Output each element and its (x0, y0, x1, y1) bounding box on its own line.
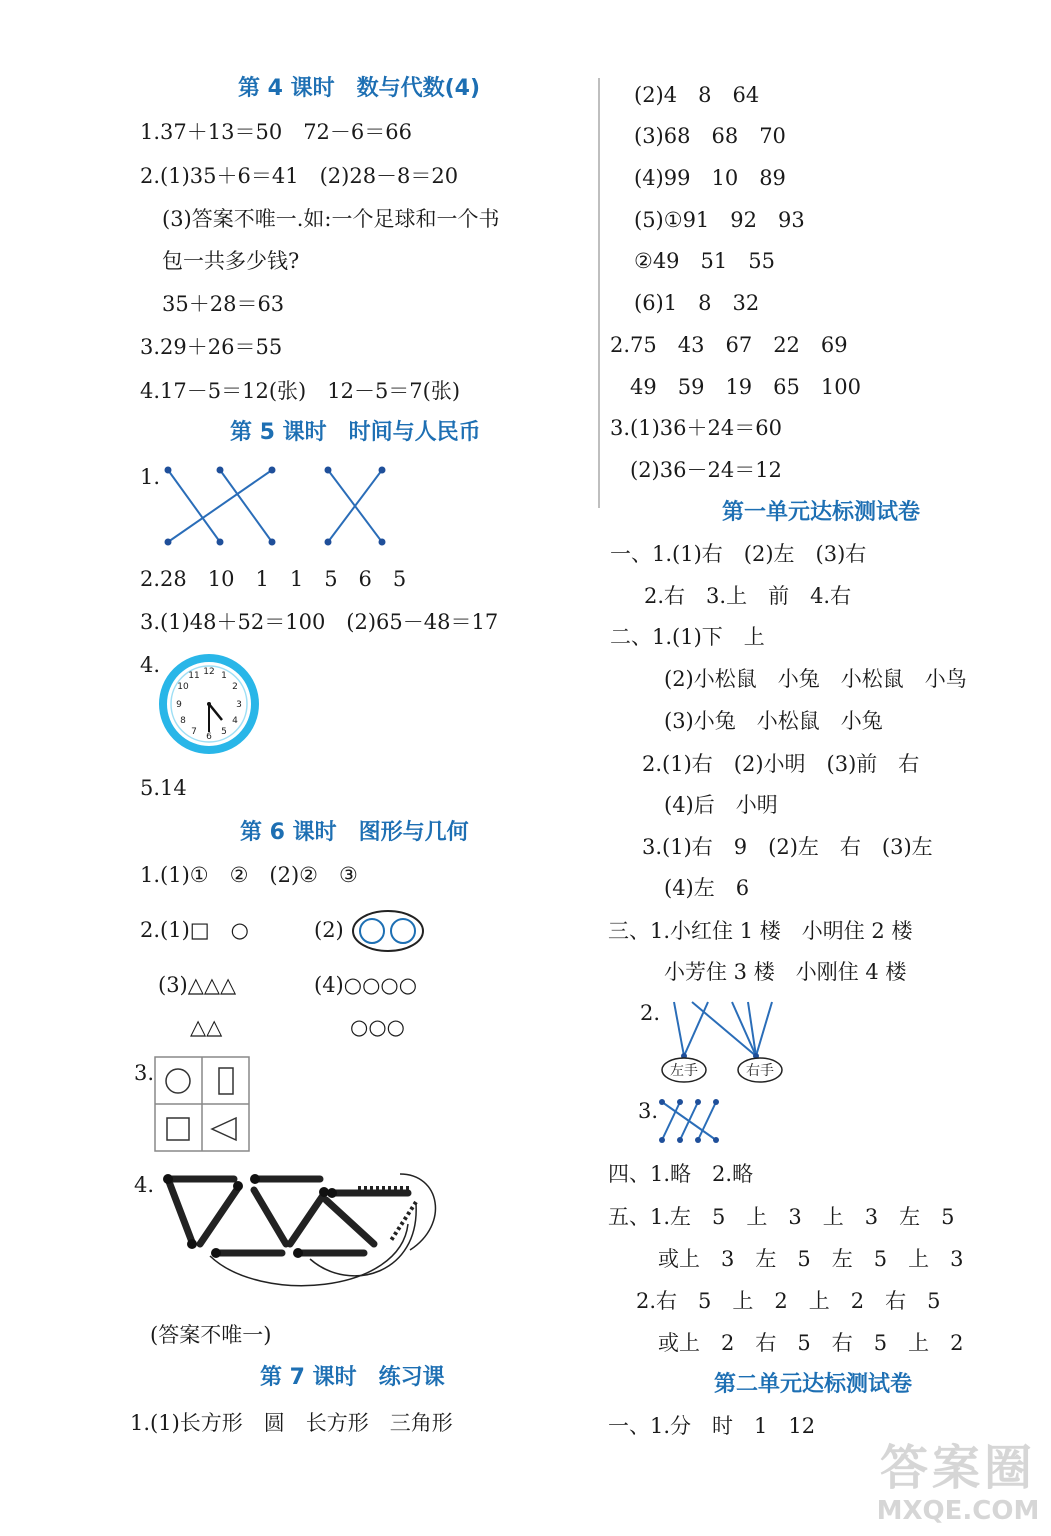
hand-matching-figure (656, 996, 786, 1086)
column-divider (598, 78, 600, 508)
answer-line: 1.(1)① ② (2)② ③ (140, 863, 358, 887)
matchstick-triangles-figure (150, 1164, 450, 1294)
answer-line: (4)左 6 (664, 876, 750, 900)
answer-line: 2.(1)右 (2)小明 (3)前 右 (642, 752, 920, 776)
answer-line: (4)○○○○ (314, 973, 418, 997)
answer-line: (3)小兔 小松鼠 小兔 (664, 709, 883, 733)
clock-number: 1 (221, 671, 227, 681)
answer-line: (5)①91 92 93 (634, 208, 805, 232)
answer-line: 3. (638, 1099, 659, 1123)
answer-line: 4. (140, 653, 161, 677)
square-shape (167, 1118, 189, 1140)
clock-number: 11 (188, 671, 200, 681)
answer-line: (4)后 小明 (664, 793, 778, 817)
two-circles-figure (350, 908, 426, 954)
clock-number: 3 (236, 700, 242, 710)
answer-line: 小芳住 3 楼 小刚住 4 楼 (664, 960, 907, 984)
answer-line: 49 59 19 65 100 (630, 375, 861, 399)
clock-number: 10 (177, 682, 189, 692)
answer-line: (3)△△△ (158, 973, 237, 997)
watermark-logo: 答案圈 (879, 1440, 1036, 1496)
clock-figure (156, 654, 266, 754)
answer-line: 2.(1)35＋6＝41 (2)28－8＝20 (140, 164, 459, 188)
right-hand-label: 右手 (746, 1063, 774, 1079)
answer-line: 3.(1)48＋52＝100 (2)65－48＝17 (140, 610, 499, 634)
answer-line: 一、1.分 时 1 12 (608, 1414, 816, 1438)
clock-number: 9 (176, 700, 182, 710)
answer-line: 或上 2 右 5 右 5 上 2 (658, 1331, 964, 1355)
clock-number: 7 (191, 727, 197, 737)
answer-line: 二、1.(1)下 上 (610, 625, 765, 649)
circle-shape (166, 1069, 190, 1093)
answer-line: 一、1.(1)右 (2)左 (3)右 (610, 542, 867, 566)
answer-line: 1.(1)长方形 圆 长方形 三角形 (130, 1411, 453, 1435)
answer-line: 3.(1)36＋24＝60 (610, 416, 782, 440)
answer-line: 或上 3 左 5 左 5 上 3 (658, 1247, 964, 1271)
triangle-shape (212, 1118, 236, 1140)
answer-line: 2.右 5 上 2 上 2 右 5 (636, 1289, 941, 1313)
heading-lesson-7: 第 7 课时 练习课 (260, 1365, 445, 1390)
answer-line: (3)68 68 70 (634, 124, 786, 148)
answer-line: (2) (314, 918, 344, 942)
answer-line: 2. (640, 1001, 661, 1025)
answer-line: (2)4 8 64 (634, 83, 760, 107)
answer-line: ②49 51 55 (634, 249, 775, 273)
answer-line: (4)99 10 89 (634, 166, 786, 190)
answer-line: 四、1.略 2.略 (608, 1162, 754, 1186)
clock-number: 8 (180, 716, 186, 726)
rectangle-shape (219, 1068, 233, 1094)
answer-line: 1.37＋13＝50 72－6＝66 (140, 120, 413, 144)
answer-line: (3)答案不唯一.如:一个足球和一个书 (162, 207, 500, 231)
answer-line: 3.(1)右 9 (2)左 右 (3)左 (642, 835, 933, 859)
cross-lines-figure (656, 1096, 746, 1146)
answer-line: 包一共多少钱? (162, 249, 300, 273)
answer-line: 5.14 (140, 776, 187, 800)
clock-number: 2 (232, 682, 238, 692)
answer-line: 3. (134, 1061, 155, 1085)
answer-line: 五、1.左 5 上 3 上 3 左 5 (608, 1205, 955, 1229)
heading-unit-1-test: 第一单元达标测试卷 (722, 500, 921, 525)
matching-lines-figure (160, 462, 400, 552)
answer-line: △△ (190, 1015, 223, 1039)
answer-line: (2)小松鼠 小兔 小松鼠 小鸟 (664, 667, 967, 691)
heading-lesson-5: 第 5 课时 时间与人民币 (230, 420, 481, 445)
clock-number: 4 (232, 716, 238, 726)
clock-number: 6 (206, 732, 212, 742)
answer-line: 2.75 43 67 22 69 (610, 333, 848, 357)
answer-line: ○○○ (350, 1015, 405, 1039)
left-hand-label: 左手 (670, 1063, 698, 1079)
answer-line: (2)36－24＝12 (630, 458, 782, 482)
heading-lesson-4: 第 4 课时 数与代数(4) (238, 76, 481, 101)
answer-line: 35＋28＝63 (162, 292, 285, 316)
answer-line: 三、1.小红住 1 楼 小明住 2 楼 (608, 919, 913, 943)
shape-grid-figure (154, 1056, 252, 1154)
clock-number: 12 (203, 667, 215, 677)
answer-line: 2.(1)□ ○ (140, 918, 249, 942)
answer-line: 3.29＋26＝55 (140, 335, 283, 359)
answer-line: 2.右 3.上 前 4.右 (644, 584, 852, 608)
answer-line: 4. (134, 1173, 155, 1197)
answer-line: 2.28 10 1 1 5 6 5 (140, 567, 407, 591)
answer-line: 1. (140, 465, 161, 489)
watermark (868, 1440, 1048, 1526)
heading-unit-2-test: 第二单元达标测试卷 (714, 1372, 913, 1397)
clock-number: 5 (221, 727, 227, 737)
answer-line: 4.17－5＝12(张) 12－5＝7(张) (140, 379, 461, 403)
answer-note: (答案不唯一) (150, 1323, 272, 1347)
answer-line: (6)1 8 32 (634, 291, 760, 315)
watermark-url: MXQE.COM (876, 1496, 1040, 1526)
heading-lesson-6: 第 6 课时 图形与几何 (240, 820, 469, 845)
